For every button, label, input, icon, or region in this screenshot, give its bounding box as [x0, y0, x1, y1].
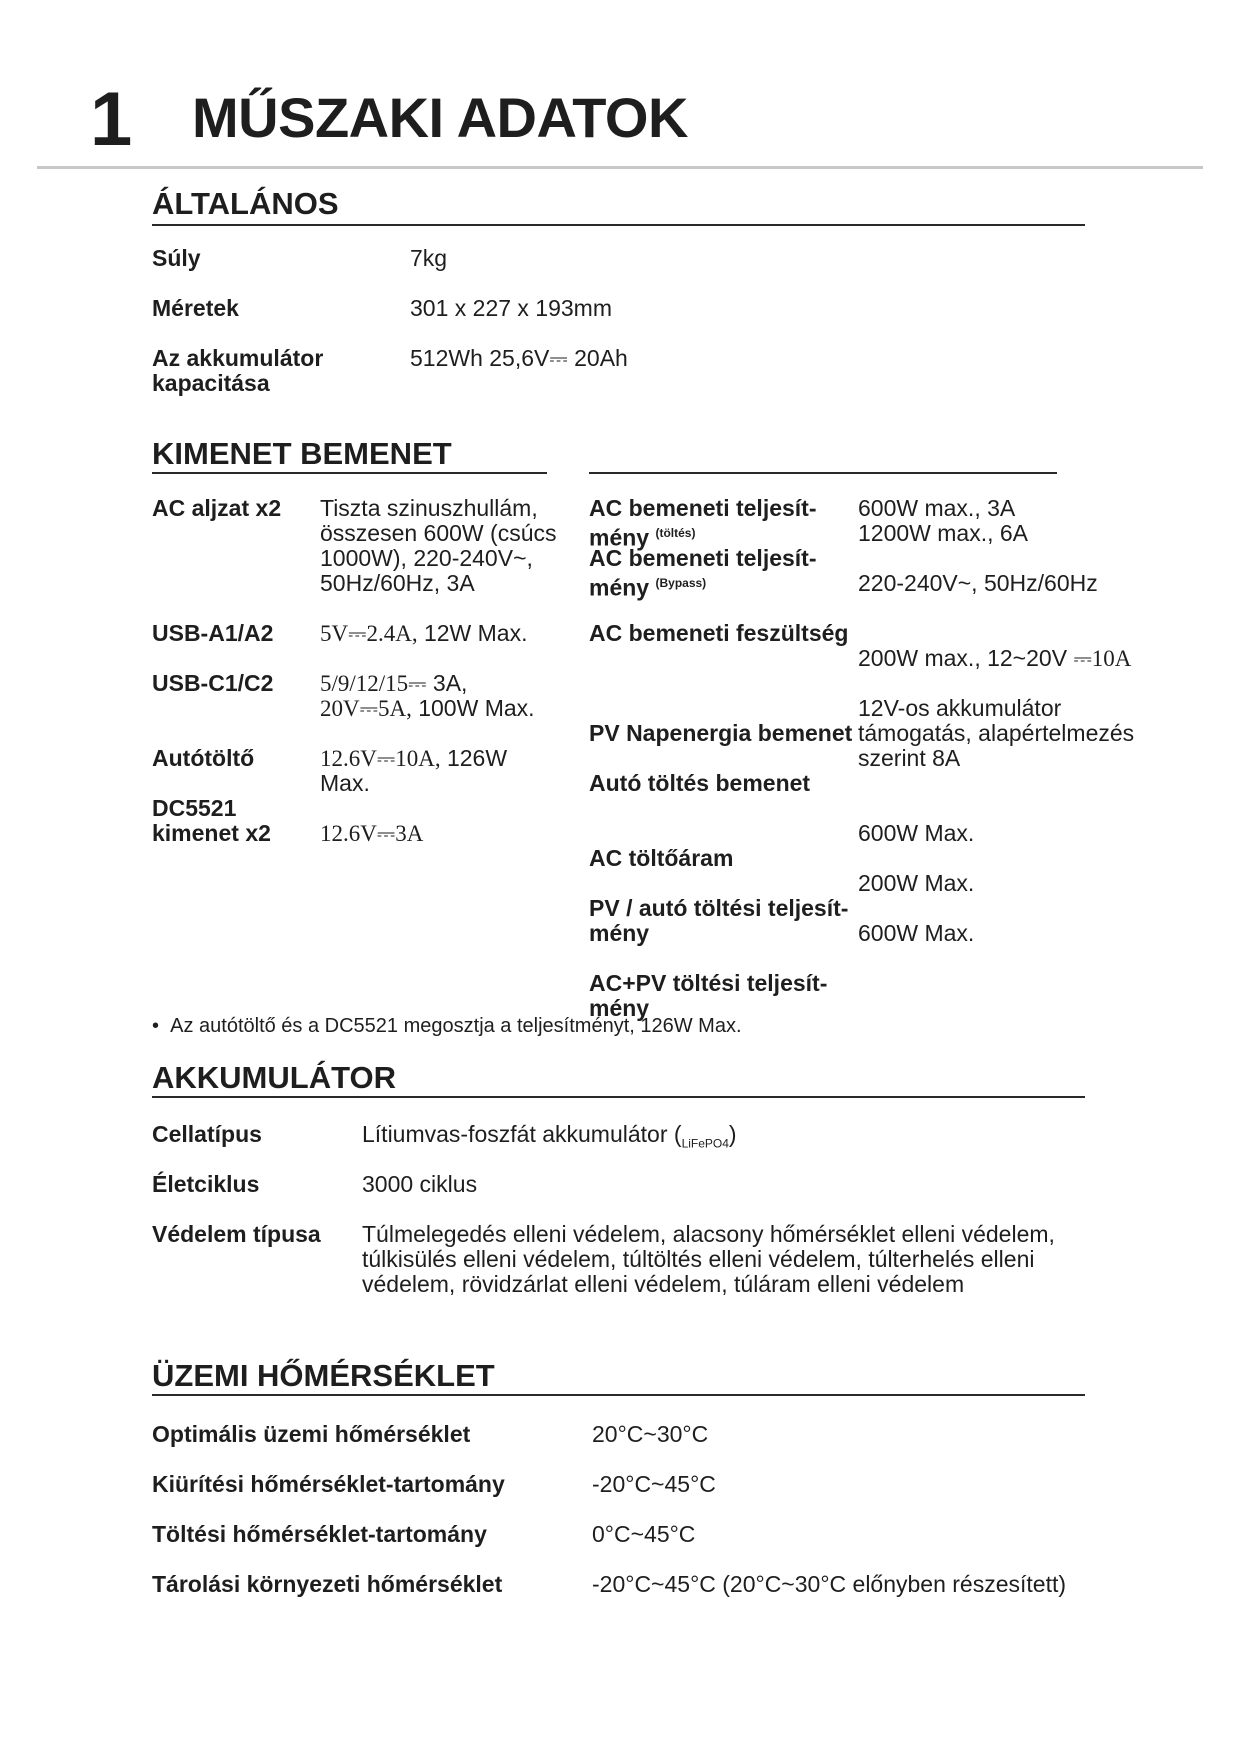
io-output-divider — [152, 472, 547, 474]
usb-c-value — [320, 671, 535, 721]
protection-type-line: védelem, rövidzárlat elleni védelem, túláram elleni védelem — [362, 1271, 965, 1297]
shared-power-note-text: Az autótöltő és a DC5521 megosztja a teljesítményt, 126W Max. — [170, 1015, 742, 1037]
ac-input-voltage-value: 220-240V~, 50Hz/60Hz — [858, 570, 1098, 596]
ac-input-power-charge-value: 600W max., 3A — [858, 495, 1016, 521]
storage-temp-value: -20°C~45°C (20°C~30°C előnyben részesített) — [592, 1571, 1067, 1597]
ac-input-power-bypass-label — [589, 546, 817, 601]
chapter-divider — [37, 166, 1203, 169]
cell-type-label: Cellatípus — [152, 1121, 262, 1147]
optimal-temp-value: 20°C~30°C — [592, 1421, 709, 1447]
ac-input-power-bypass-line — [589, 571, 817, 601]
car-charger-value-spec: 12.6V⎓10A, — [320, 746, 441, 771]
ac-input-power-charge-line: AC bemeneti teljesít- — [589, 495, 817, 521]
car-input-label: Autó töltés bemenet — [589, 770, 811, 796]
io-section-title: KIMENET BEMENET — [152, 436, 452, 471]
ac-charge-current-label: AC töltőáram — [589, 845, 734, 871]
ac-socket-value-line: Tiszta szinuszhullám, — [320, 495, 538, 521]
usb-c-value-line — [320, 671, 535, 696]
discharge-temp-value: -20°C~45°C — [592, 1471, 716, 1497]
pv-input-value-current: ⎓10A — [1073, 646, 1132, 671]
ac-charge-current-value: 600W Max. — [858, 820, 975, 846]
general-section-title: ÁLTALÁNOS — [152, 186, 339, 221]
weight-label: Súly — [152, 245, 201, 271]
shared-power-note — [152, 1014, 742, 1038]
usb-a-value-spec: 5V⎓2.4A, — [320, 621, 418, 646]
temperature-section-divider — [152, 1394, 1085, 1396]
car-charger-value — [320, 746, 507, 796]
usb-c-value-line — [320, 696, 535, 721]
storage-temp-label: Tárolási környezeti hőmérséklet — [152, 1571, 503, 1597]
dc5521-label-line: DC5521 — [152, 795, 237, 821]
protection-type-label: Védelem típusa — [152, 1221, 321, 1247]
usb-a-value — [320, 621, 528, 646]
ac-input-power-charge-word: mény — [589, 524, 650, 551]
car-input-value-line: 12V-os akkumulátor — [858, 695, 1062, 721]
ac-input-power-charge-label — [589, 496, 817, 551]
charge-temp-label: Töltési hőmérséklet-tartomány — [152, 1521, 487, 1547]
usb-a-value-power: 12W Max. — [417, 620, 528, 646]
pv-car-charge-power-line: PV / autó töltési teljesít- — [589, 895, 849, 921]
dimensions-value: 301 x 227 x 193mm — [410, 295, 613, 321]
charge-temp-value: 0°C~45°C — [592, 1521, 696, 1547]
capacity-label-line: kapacitása — [152, 370, 270, 396]
car-input-value — [858, 696, 1134, 771]
ac-input-power-charge-mode: (töltés) — [655, 526, 696, 540]
ac-input-power-bypass-word: mény — [589, 574, 650, 601]
usb-c-value-spec: 20V⎓5A, — [320, 696, 412, 721]
cell-type-close: ) — [728, 1121, 737, 1147]
ac-input-power-bypass-mode: (Bypass) — [655, 576, 707, 590]
dc5521-label — [152, 796, 271, 846]
chapter-title: MŰSZAKI ADATOK — [192, 86, 688, 149]
ac-socket-value-line: 1000W), 220-240V~, — [320, 545, 533, 571]
usb-c-value-power: 100W Max. — [411, 695, 535, 721]
bullet-icon: • — [152, 1015, 171, 1037]
pv-input-value — [858, 646, 1131, 671]
pv-car-charge-power-line: mény — [589, 920, 650, 946]
ac-pv-charge-power-line: mény — [589, 995, 650, 1021]
battery-section-title: AKKUMULÁTOR — [152, 1060, 396, 1095]
pv-input-label: PV Napenergia bemenet — [589, 720, 853, 746]
io-input-divider — [589, 472, 1057, 474]
ac-socket-value — [320, 496, 556, 596]
ac-socket-label: AC aljzat x2 — [152, 495, 282, 521]
discharge-temp-label: Kiürítési hőmérséklet-tartomány — [152, 1471, 505, 1497]
car-charger-value-line — [320, 746, 507, 771]
ac-input-power-bypass-value: 1200W max., 6A — [858, 520, 1029, 546]
car-charger-value-line: Max. — [320, 770, 370, 796]
protection-type-line: Túlmelegedés elleni védelem, alacsony hőmérséklet elleni védelem, — [362, 1221, 1055, 1247]
pv-car-charge-power-label — [589, 896, 848, 946]
ac-input-voltage-label: AC bemeneti feszültség — [589, 620, 849, 646]
protection-type-value — [362, 1222, 1055, 1297]
temperature-section-title: ÜZEMI HŐMÉRSÉKLET — [152, 1358, 495, 1393]
chapter-number: 1 — [90, 77, 133, 162]
dimensions-label: Méretek — [152, 295, 239, 321]
car-input-value-line: szerint 8A — [858, 745, 961, 771]
cell-type-value — [362, 1122, 737, 1157]
car-input-value-line: támogatás, alapértelmezés — [858, 720, 1135, 746]
usb-c-label: USB-C1/C2 — [152, 670, 274, 696]
ac-pv-charge-power-value: 600W Max. — [858, 920, 975, 946]
cell-type-chemistry: LiFePO4 — [681, 1136, 729, 1151]
general-section-divider — [152, 224, 1085, 226]
battery-section-divider — [152, 1096, 1085, 1098]
optimal-temp-label: Optimális üzemi hőmérséklet — [152, 1421, 471, 1447]
usb-c-value-spec: 5/9/12/15⎓ — [320, 671, 427, 696]
car-charger-label: Autótöltő — [152, 745, 255, 771]
ac-pv-charge-power-line: AC+PV töltési teljesít- — [589, 970, 828, 996]
pv-car-charge-power-value: 200W Max. — [858, 870, 975, 896]
capacity-label — [152, 346, 323, 396]
capacity-label-line: Az akkumulátor — [152, 345, 324, 371]
cell-type-value-text: Lítiumvas-foszfát akkumulátor ( — [362, 1121, 682, 1147]
pv-input-value-power: 200W max., 12~20V — [858, 645, 1074, 671]
ac-socket-value-line: 50Hz/60Hz, 3A — [320, 570, 475, 596]
ac-input-power-bypass-line: AC bemeneti teljesít- — [589, 545, 817, 571]
cycle-life-value: 3000 ciklus — [362, 1171, 478, 1197]
car-charger-value-power: 126W — [440, 745, 508, 771]
ac-socket-value-line: összesen 600W (csúcs — [320, 520, 557, 546]
dc5521-label-line: kimenet x2 — [152, 820, 271, 846]
protection-type-line: túlkisülés elleni védelem, túltöltés elleni védelem, túlterhelés elleni — [362, 1246, 1035, 1272]
cycle-life-label: Életciklus — [152, 1171, 260, 1197]
usb-a-label: USB-A1/A2 — [152, 620, 274, 646]
capacity-value: 512Wh 25,6V⎓ 20Ah — [410, 345, 628, 371]
usb-c-value-current: 3A, — [426, 670, 468, 696]
dc5521-value: 12.6V⎓3A — [320, 821, 424, 846]
weight-value: 7kg — [410, 245, 448, 271]
